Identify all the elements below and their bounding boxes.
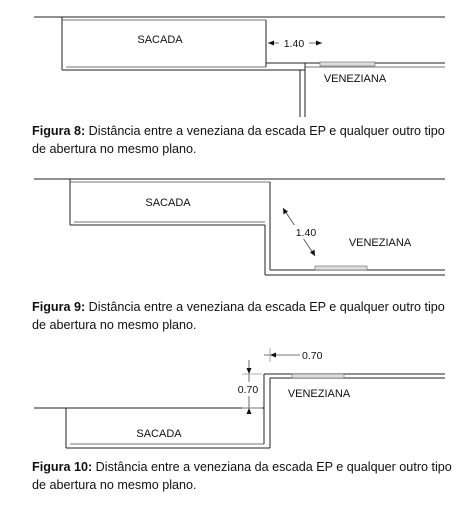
louver-window [320,62,375,66]
dimension-label-horizontal: 0.70 [302,350,323,362]
balcony-label: SACADA [136,428,182,440]
balcony-label: SACADA [145,197,191,209]
dimension-label: 1.40 [295,227,317,239]
arrow-end-icon [310,250,315,257]
caption-text: Distância entre a veneziana da escada EP e qualquer outro tipo de abertura no mesmo plano. [32,460,452,492]
louver-window [292,374,344,378]
caption-prefix: Figura 10: [32,460,93,474]
figure-8 [0,0,475,165]
figure-10-drawing [0,340,475,454]
arrow-left-icon [268,41,274,46]
louver-label: VENEZIANA [323,73,387,85]
figure-9 [0,170,475,340]
caption-prefix: Figura 8: [32,124,86,138]
balcony-label: SACADA [137,34,183,46]
caption-prefix: Figura 9: [32,300,86,314]
arrow-right-icon [316,41,322,46]
caption-text: Distância entre a veneziana da escada EP e qualquer outro tipo de abertura no mesmo plano. [32,300,445,332]
figure-9-drawing [0,170,475,295]
arrow-left-icon [270,353,276,358]
arrow-down-icon [247,368,252,374]
figure-caption [32,298,452,334]
figure-10 [0,340,475,514]
louver-window [315,266,367,270]
louver-label: VENEZIANA [348,237,412,249]
arrow-start-icon [283,208,288,215]
figure-8-drawing [0,0,475,120]
arrow-up-icon [247,408,252,414]
figure-caption [32,122,452,158]
dimension-label-vertical: 0.70 [237,384,259,396]
dimension-label: 1.40 [283,38,305,50]
louver-label: VENEZIANA [287,388,351,400]
caption-text: Distância entre a veneziana da escada EP e qualquer outro tipo de abertura no mesmo plano. [32,124,445,156]
figure-caption [32,458,452,494]
